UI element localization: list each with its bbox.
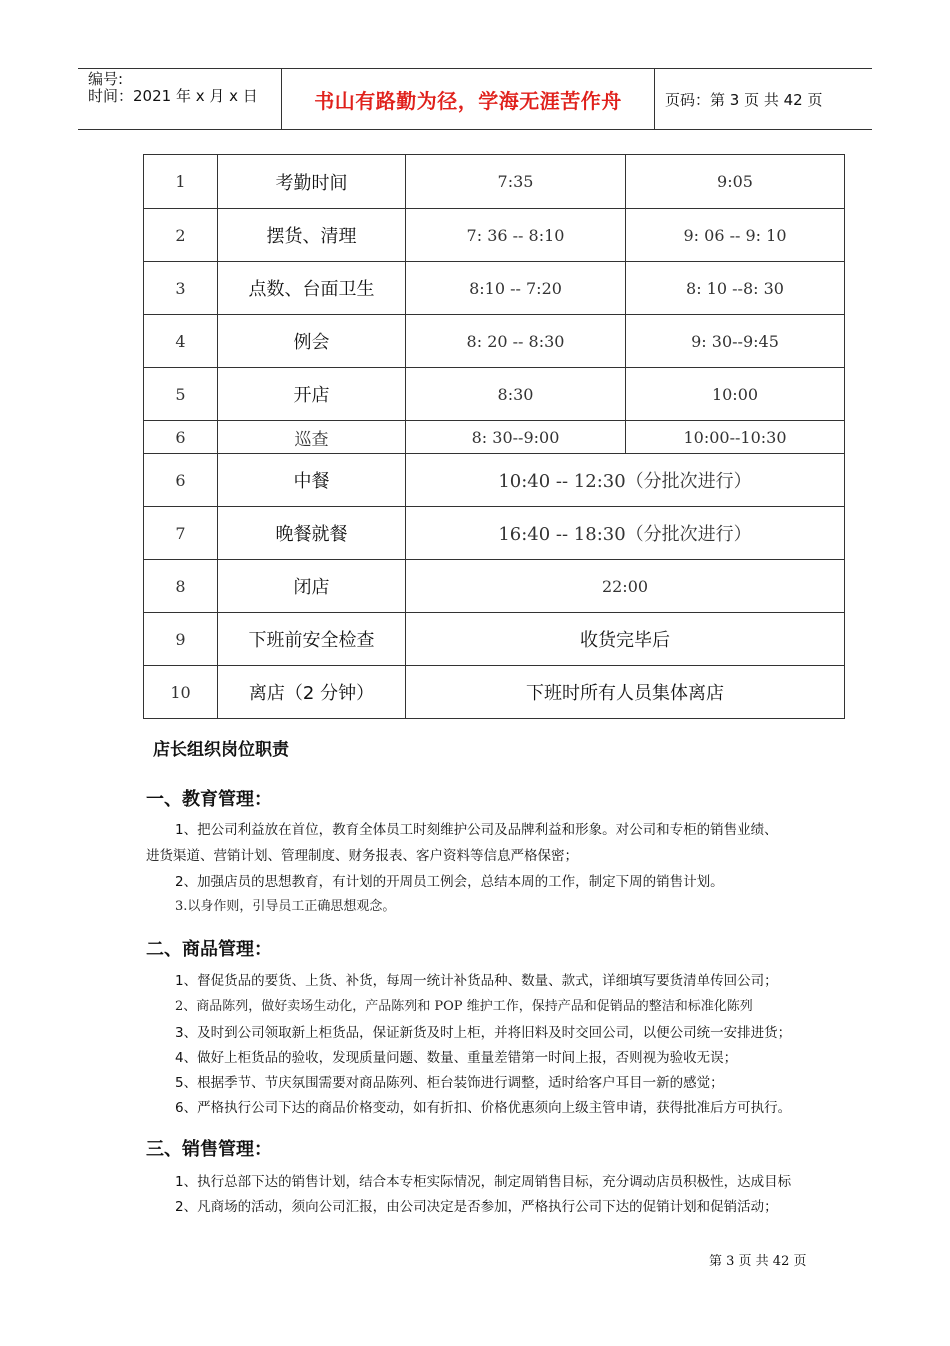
row-number: 8 <box>144 560 218 613</box>
row-time-2: 10:00--10:30 <box>626 421 845 454</box>
row-number: 1 <box>144 155 218 209</box>
table-row <box>144 421 845 454</box>
table-row <box>144 209 845 262</box>
section-title-merchandise: 二、商品管理： <box>146 939 272 960</box>
paragraph-line: 2、凡商场的活动，须向公司汇报，由公司决定是否参加，严格执行公司下达的促销计划和促销活动； <box>175 1199 778 1215</box>
row-time-2: 9: 30--9:45 <box>626 315 845 368</box>
doc-subtitle: 店长组织岗位职责 <box>153 740 289 760</box>
row-item: 例会 <box>218 315 406 368</box>
row-item: 闭店 <box>218 560 406 613</box>
row-item: 巡查 <box>218 421 406 454</box>
table-row <box>144 613 845 666</box>
date-label: 时间：2021 年 x 月 x 日 <box>88 87 258 105</box>
row-time-1: 8: 30--9:00 <box>406 421 626 454</box>
serial-label: 编号: <box>88 70 124 88</box>
row-item: 离店（2 分钟） <box>218 666 406 719</box>
row-number: 2 <box>144 209 218 262</box>
row-time-1: 8: 20 -- 8:30 <box>406 315 626 368</box>
table-row <box>144 262 845 315</box>
section-title-sales: 三、销售管理： <box>146 1139 272 1160</box>
row-time-1: 7: 36 -- 8:10 <box>406 209 626 262</box>
row-time-2: 10:00 <box>626 368 845 421</box>
paragraph-line: 6、严格执行公司下达的商品价格变动，如有折扣、价格优惠须向上级主管申请，获得批准后方可执行。 <box>175 1100 792 1116</box>
row-number: 4 <box>144 315 218 368</box>
row-number: 10 <box>144 666 218 719</box>
page-footer: 第 3 页 共 42 页 <box>709 1254 807 1269</box>
row-number: 5 <box>144 368 218 421</box>
row-time-1: 8:30 <box>406 368 626 421</box>
row-time-span: 10:40 -- 12:30（分批次进行） <box>406 454 845 507</box>
paragraph-line: 3.以身作则，引导员工正确思想观念。 <box>175 899 396 914</box>
row-time-2: 9:05 <box>626 155 845 209</box>
table-row <box>144 368 845 421</box>
paragraph-line: 2、商品陈列，做好卖场生动化，产品陈列和 POP 维护工作，保持产品和促销品的整洁和标准化陈列 <box>175 999 753 1014</box>
row-time-span: 收货完毕后 <box>406 613 845 666</box>
table-row <box>144 666 845 719</box>
paragraph-line: 4、做好上柜货品的验收，发现质量问题、数量、重量差错第一时间上报，否则视为验收无误； <box>175 1050 738 1066</box>
row-time-span: 22:00 <box>406 560 845 613</box>
paragraph-line: 1、把公司利益放在首位，教育全体员工时刻维护公司及品牌利益和形象。对公司和专柜的销售业绩、 <box>175 822 778 838</box>
paragraph-line: 进货渠道、营销计划、管理制度、财务报表、客户资料等信息严格保密； <box>146 848 578 864</box>
row-time-2: 9: 06 -- 9: 10 <box>626 209 845 262</box>
row-time-2: 8: 10 --8: 30 <box>626 262 845 315</box>
row-time-1: 7:35 <box>406 155 626 209</box>
row-number: 9 <box>144 613 218 666</box>
row-item: 开店 <box>218 368 406 421</box>
table-row <box>144 155 845 209</box>
header-page-info: 页码：第 3 页 共 42 页 <box>665 90 823 109</box>
paragraph-line: 3、及时到公司领取新上柜货品，保证新货及时上柜，并将旧料及时交回公司，以便公司统一安排进货； <box>175 1025 792 1041</box>
header-motto: 书山有路勤为径，学海无涯苦作舟 <box>281 69 655 129</box>
table-row <box>144 454 845 507</box>
section-title-education: 一、教育管理： <box>146 789 272 810</box>
row-number: 6 <box>144 421 218 454</box>
row-number: 3 <box>144 262 218 315</box>
row-number: 7 <box>144 507 218 560</box>
row-number: 6 <box>144 454 218 507</box>
table-row <box>144 560 845 613</box>
row-item: 晚餐就餐 <box>218 507 406 560</box>
row-item: 点数、台面卫生 <box>218 262 406 315</box>
paragraph-line: 1、督促货品的要货、上货、补货，每周一统计补货品种、数量、款式，详细填写要货清单传回公司； <box>175 973 778 989</box>
row-item: 中餐 <box>218 454 406 507</box>
row-time-span: 下班时所有人员集体离店 <box>406 666 845 719</box>
row-time-span: 16:40 -- 18:30（分批次进行） <box>406 507 845 560</box>
table-row <box>144 507 845 560</box>
row-item: 下班前安全检查 <box>218 613 406 666</box>
row-item: 摆货、清理 <box>218 209 406 262</box>
row-time-1: 8:10 -- 7:20 <box>406 262 626 315</box>
paragraph-line: 1、执行总部下达的销售计划，结合本专柜实际情况，制定周销售目标，充分调动店员积极性，达成目标 <box>175 1174 792 1190</box>
header-meta <box>78 69 281 129</box>
schedule-table <box>143 154 845 719</box>
table-row <box>144 315 845 368</box>
paragraph-line: 5、根据季节、节庆氛围需要对商品陈列、柜台装饰进行调整，适时给客户耳目一新的感觉； <box>175 1075 724 1091</box>
paragraph-line: 2、加强店员的思想教育，有计划的开周员工例会，总结本周的工作，制定下周的销售计划。 <box>175 874 724 890</box>
row-item: 考勤时间 <box>218 155 406 209</box>
page-header <box>78 68 872 130</box>
